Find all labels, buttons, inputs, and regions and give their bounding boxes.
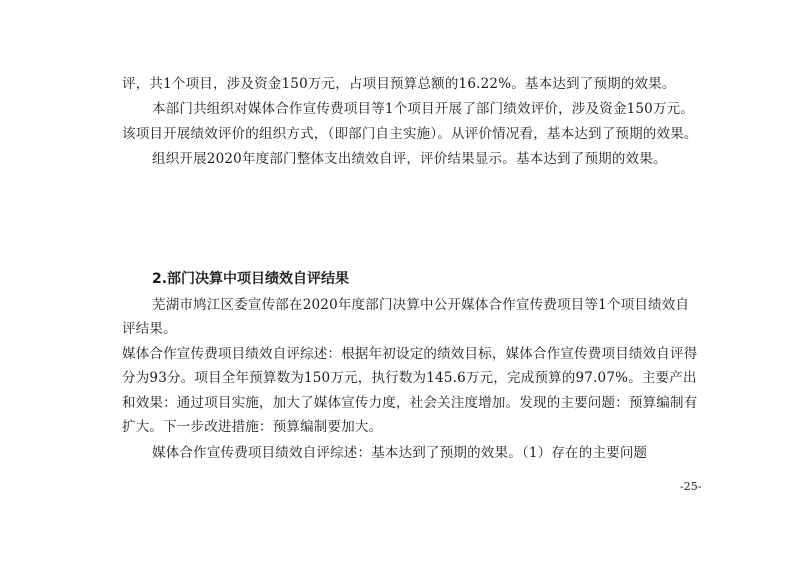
summary-line-3: 和效果：通过项目实施，加大了媒体宣传力度，社会关注度增加。发现的主要问题：预算编制有 [122,395,698,411]
section-2-intro-line-2: 评结果。 [122,321,177,337]
section-2-intro-line-1: 芜湖市鸠江区委宣传部在2020年度部门决算中公开媒体合作宣传费项目等1个项目绩效自 [152,297,690,313]
paragraph-3-line-1: 组织开展2020年度部门整体支出绩效自评，评价结果显示。基本达到了预期的效果。 [152,151,667,167]
paragraph-1-line-1: 评，共1个项目，涉及资金150万元，占项目预算总额的16.22%。基本达到了预期的效果。 [122,76,676,92]
section-2-heading: 2.部门决算中项目绩效自评结果 [152,271,350,287]
final-summary-line: 媒体合作宣传费项目绩效自评综述：基本达到了预期的效果。（1）存在的主要问题 [152,445,648,461]
paragraph-2-line-1: 本部门共组织对媒体合作宣传费项目等1个项目开展了部门绩效评价，涉及资金150万元。 [152,101,695,117]
summary-line-4: 扩大。下一步改进措施：预算编制要加大。 [122,419,383,435]
paragraph-2-line-2: 该项目开展绩效评价的组织方式，（即部门自主实施）。从评价情况看，基本达到了预期的效果。 [122,126,698,142]
page-number: -25- [680,480,702,493]
summary-line-2: 分为93分。项目全年预算数为150万元，执行数为145.6万元，完成预算的97.07%。主要产出 [122,370,697,386]
summary-line-1: 媒体合作宣传费项目绩效自评综述：根据年初设定的绩效目标，媒体合作宣传费项目绩效自评得 [122,346,698,362]
